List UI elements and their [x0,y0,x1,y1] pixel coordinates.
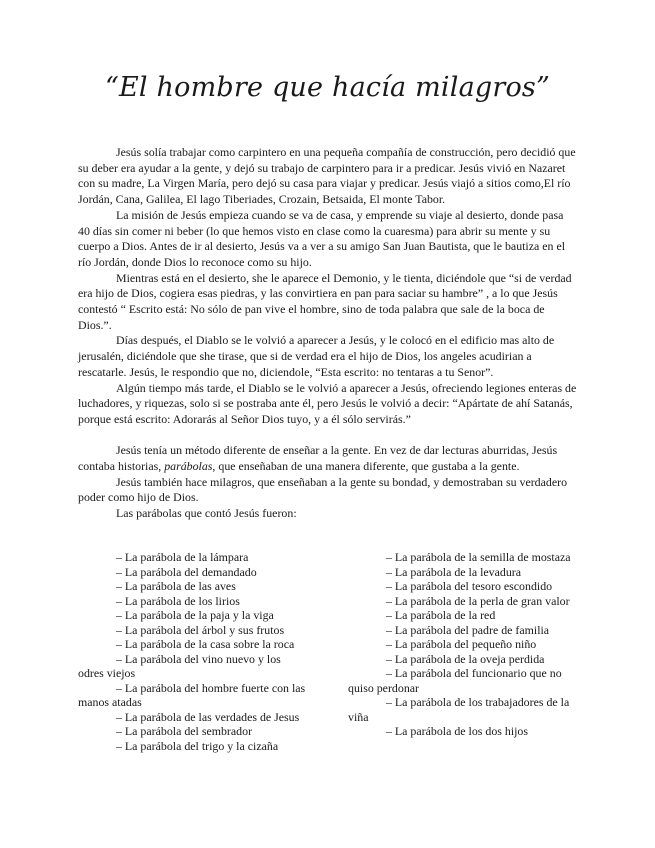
paragraph-teaching [78,443,578,474]
list-item: – La parábola de la casa sobre la roca [116,637,295,651]
paragraph-gap [78,428,578,444]
list-item: – La parábola de la perla de gran valor [386,593,570,608]
parables-column-left [78,550,308,753]
body-text [78,145,578,522]
list-item: – La parábola del trigo y la cizaña [116,738,279,753]
parables-column-right [348,550,578,739]
list-item: – La parábola del tesoro escondido [386,579,553,593]
list-item: – La parábola de la red [386,608,496,622]
list-item: – La parábola del demandado [116,564,257,579]
paragraph-temptation-1: Mientras está en el desierto, she le aparece el Demonio, y le tienta, diciéndole que “si de verdad era hijo de Dios, cogiera esas piedras, y las convirtiera en pan para saciar su hambre” , a lo que Jesús contestó “ Escrito está: No sólo de pan vive el hombre, sino de toda palabra que sale de la boca de Dios.”. [78,270,572,332]
list-item: – La parábola de la semilla de mostaza [386,550,571,564]
list-item: – La parábola de la oveja perdida [386,651,545,666]
list-item: – La parábola de los trabajadores de la viña [348,695,570,724]
list-item: – La parábola del hombre fuerte con las manos atadas [78,680,306,709]
paragraph-mission: La misión de Jesús empieza cuando se va de casa, y emprende su viaje al desierto, donde pasa 40 días sin comer ni beber (lo que hemos visto en clase como la cuaresma) para abrir su mente y su cuerpo a Dios. Antes de ir al desierto, Jesús va a ver a su amigo San Juan Bautista, que le bautiza en el río Jordán, donde Dios lo reconoce como su hijo. [78,207,566,269]
teaching-text-before: Jesús tenía un método diferente de enseñar a la gente. En vez de dar lecturas aburridas, Jesús contaba historias, [78,443,558,474]
teaching-text-emphasis: parábolas [164,459,213,474]
paragraph-temptation-3: Algún tiempo más tarde, el Diablo se le volvió a aparecer a Jesús, ofreciendo legiones enteras de luchadores, y riquezas, solo si se postraba ante él, pero Jesús le volvió a decir: “Apártate de ahí Satanás, porque está escrito: Adorarás al Señor Dios tuyo, y a él sólo servirás.” [78,380,577,426]
list-item: – La parábola del funcionario que no quiso perdonar [348,666,562,695]
list-item: – La parábola del árbol y sus frutos [116,622,285,637]
list-item: – La parábola de las verdades de Jesus [116,709,300,724]
list-item: – La parábola de los dos hijos [386,724,528,738]
paragraph-miracles: Jesús también hace milagros, que enseñaban a la gente su bondad, y demostraban su verdadero poder como hijo de Dios. [78,474,568,505]
list-item: – La parábola de los lirios [116,593,240,608]
teaching-text-after: , que enseñaban de una manera diferente, que gustaba a la gente. [212,459,520,474]
page-title: “El hombre que hacía milagros” [105,72,550,103]
list-item: – La parábola de la paja y la viga [116,608,274,622]
list-item: – La parábola del pequeño niño [386,637,537,651]
list-item: – La parábola de la levadura [386,564,522,579]
list-item: – La parábola del padre de familia [386,622,550,637]
list-item: – La parábola del sembrador [116,724,253,738]
list-item: – La parábola del vino nuevo y los odres viejos [78,651,281,680]
list-item: – La parábola de la lámpara [116,550,249,564]
list-item: – La parábola de las aves [116,579,236,593]
paragraph-temptation-2: Días después, el Diablo se le volvió a aparecer a Jesús, y le colocó en el edificio mas alto de jerusalén, diciéndole que she tirase, que si de verdad era el hijo de Dios, los angeles acudirian a rescatarle. Jesús, le respondio que no, diciendole, “Esta escrito: no tentaras a tu Senor”. [78,333,555,379]
paragraph-career: Jesús solía trabajar como carpintero en una pequeña compañía de construcción, pero decidió que su deber era ayudar a la gente, y dejó su trabajo de carpintero para ir a predicar. Jesús vivió en Nazaret con su madre, La Virgen María, pero dejó su casa para viajar y predicar. Jesús viajó a sitios como,El río Jordán, Cana, Galilea, El lago Tiberiades, Crozain, Betsaida, El monte Tabor. [78,145,576,207]
parables-intro: Las parábolas que contó Jesús fueron: [116,506,297,521]
